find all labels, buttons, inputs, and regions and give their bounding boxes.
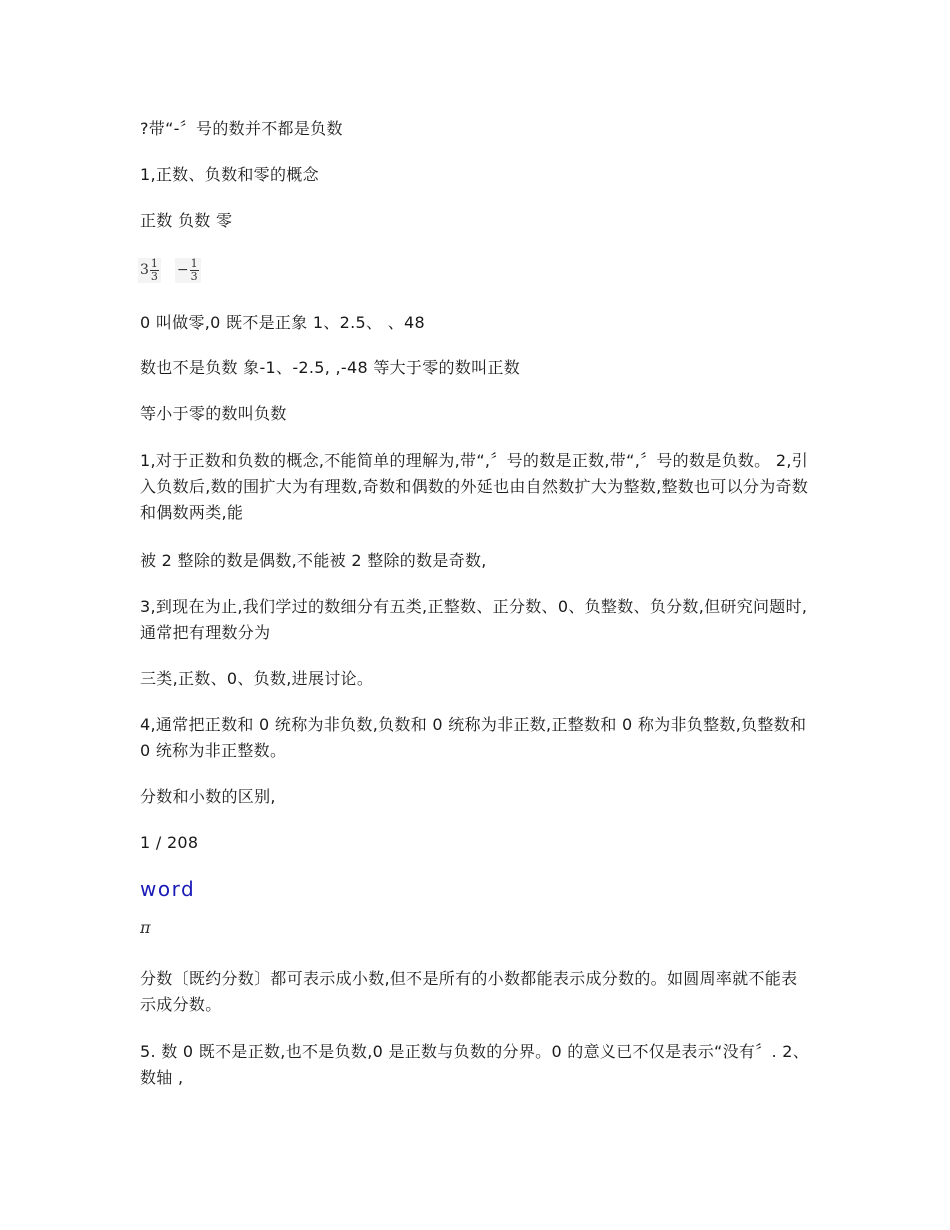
paragraph-note-3: 3,到现在为止,我们学过的数细分有五类,正整数、正分数、0、负整数、负分数,但研究问题时,通常把有理数分为	[140, 597, 808, 642]
paragraph-note-1-2: 1,对于正数和负数的概念,不能简单的理解为,带“,〞号的数是正数,带“,〞号的数是负数。 2,引入负数后,数的围扩大为有理数,奇数和偶数的外延也由自然数扩大为整数,整数也可以分为奇数和偶数两类,能	[140, 451, 809, 522]
negative-fraction	[175, 258, 201, 283]
mixed-numerator: 1	[150, 256, 158, 270]
paragraph-note-4: 4,通常把正数和 0 统称为非负数,负数和 0 统称为非正数,正整数和 0 称为非负整数,负整数和 0 统称为非正整数。	[140, 715, 807, 760]
line-even-odd: 被 2 整除的数是偶数,不能被 2 整除的数是奇数,	[140, 551, 487, 570]
line-fraction-decimal-heading: 分数和小数的区别,	[140, 787, 276, 806]
line-categories: 正数 负数 零	[140, 211, 233, 230]
page-number: 1 / 208	[140, 833, 199, 852]
pi-symbol: π	[140, 918, 151, 937]
negative-numerator: 1	[190, 256, 198, 270]
mixed-denominator: 3	[150, 269, 158, 283]
word-label: word	[140, 877, 196, 901]
heading-concepts: 1,正数、负数和零的概念	[140, 165, 319, 184]
paragraph-fraction-decimal: 分数〔既约分数〕都可表示成小数,但不是所有的小数都能表示成分数的。如圆周率就不能表示成分数。	[140, 969, 798, 1014]
fraction-examples	[138, 250, 201, 290]
negative-denominator: 3	[190, 269, 198, 283]
paragraph-note-5: 5. 数 0 既不是正数,也不是负数,0 是正数与负数的分界。0 的意义已不仅是表示“没有〞. 2、数轴 ,	[140, 1042, 810, 1087]
line-negative-definition: 等小于零的数叫负数	[140, 404, 287, 423]
line-three-categories: 三类,正数、0、负数,进展讨论。	[140, 669, 374, 688]
negative-sign: −	[176, 262, 189, 278]
mixed-whole: 3	[140, 262, 149, 278]
line-negative-sign-note: ?带“-〞号的数并不都是负数	[140, 119, 343, 138]
mixed-fraction	[138, 258, 161, 283]
line-positive-definition: 数也不是负数 象-1、-2.5, ,-48 等大于零的数叫正数	[140, 358, 521, 377]
line-zero-definition: 0 叫做零,0 既不是正象 1、2.5、 、48	[140, 313, 425, 332]
